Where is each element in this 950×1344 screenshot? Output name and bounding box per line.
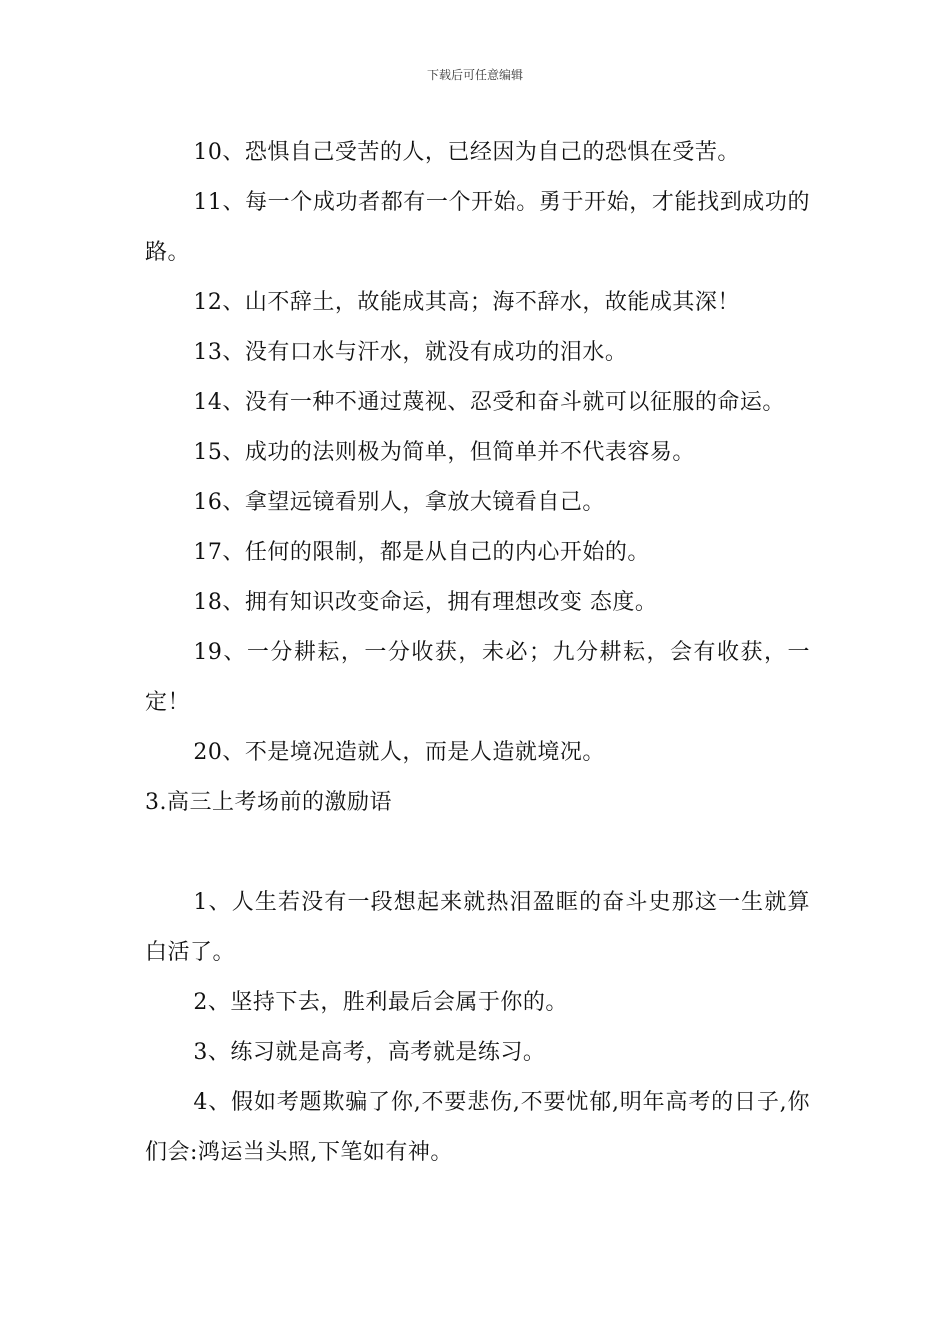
page-header: 下载后可任意编辑 <box>426 68 523 82</box>
document-body <box>145 128 810 1178</box>
list-item: 10、恐惧自己受苦的人，已经因为自己的恐惧在受苦。 <box>193 140 740 165</box>
section-spacer <box>145 828 810 878</box>
list-item: 18、拥有知识改变命运，拥有理想改变 态度。 <box>193 590 658 615</box>
list-item: 19、一分耕耘，一分收获，未必；九分耕耘，会有收获，一定！ <box>145 640 810 715</box>
list-item: 15、成功的法则极为简单，但简单并不代表容易。 <box>193 440 695 465</box>
list-item: 3、练习就是高考，高考就是练习。 <box>193 1040 546 1065</box>
list-item: 1、人生若没有一段想起来就热泪盈眶的奋斗史那这一生就算白活了。 <box>145 890 810 965</box>
list-item: 2、坚持下去，胜利最后会属于你的。 <box>193 990 568 1015</box>
list-item: 14、没有一种不通过蔑视、忍受和奋斗就可以征服的命运。 <box>193 390 785 415</box>
list-item: 4、假如考题欺骗了你,不要悲伤,不要忧郁,明年高考的日子,你们会:鸿运当头照,下笔如有神。 <box>145 1090 810 1165</box>
list-item: 20、不是境况造就人，而是人造就境况。 <box>193 740 605 765</box>
list-item: 17、任何的限制，都是从自己的内心开始的。 <box>193 540 650 565</box>
list-item: 11、每一个成功者都有一个开始。勇于开始，才能找到成功的路。 <box>145 190 810 265</box>
list-item: 16、拿望远镜看别人，拿放大镜看自己。 <box>193 490 605 515</box>
list-item: 13、没有口水与汗水，就没有成功的泪水。 <box>193 340 628 365</box>
section-heading: 3.高三上考场前的激励语 <box>145 790 392 815</box>
list-item: 12、山不辞土，故能成其高；海不辞水，故能成其深！ <box>193 290 740 315</box>
